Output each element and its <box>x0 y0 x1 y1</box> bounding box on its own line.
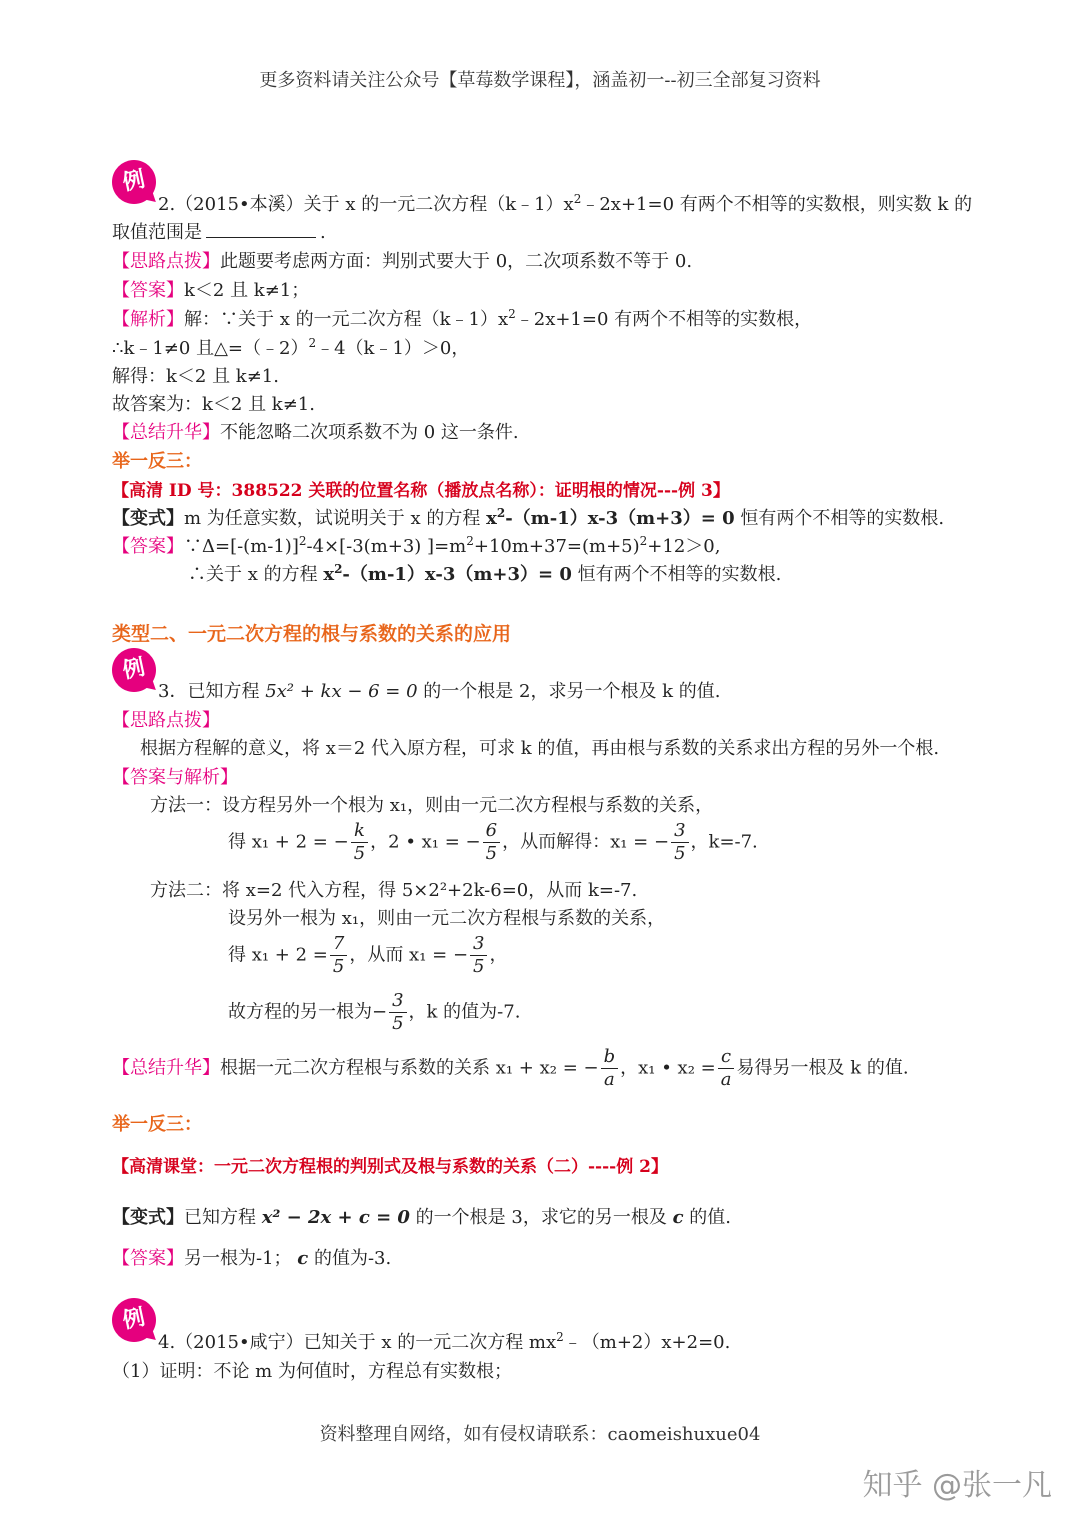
ex3-q-text-a: 3．已知方程 <box>158 681 260 702</box>
ex2-q-sup: 2 <box>573 192 582 206</box>
answer-tag: 【答案】 <box>112 536 184 557</box>
ex2-analysis <box>112 305 812 331</box>
answer-part-c: +10m+37=(m+5) <box>473 536 640 557</box>
ex3-method2: 方法二：将 x=2 代入方程，得 5×2²+2k-6=0，从而 k=-7. <box>150 880 638 901</box>
answer2-eq-sup: 2 <box>334 562 343 576</box>
fraction <box>601 1046 619 1091</box>
answer-text-a: 另一根为-1； <box>184 1248 292 1269</box>
video-reference: 【高清 ID 号：388522 关联的位置名称（播放点名称）：证明根的情况---例 3】 <box>112 481 730 501</box>
fraction-numerator: c <box>718 1046 735 1069</box>
ex3-equation: 5x² + kx − 6 = 0 <box>265 681 418 702</box>
m2-eq-c: ， <box>489 944 508 966</box>
summary-text-b: ，x₁ • x₂ = <box>620 1057 716 1079</box>
ex3-method1: 方法一：设方程另外一个根为 x₁，则由一元二次方程根与系数的关系， <box>150 795 714 816</box>
variant-text-d: 的值. <box>683 1207 731 1228</box>
answer-part-d: +12＞0, <box>647 536 721 557</box>
variant-text-a: 已知方程 <box>184 1207 262 1228</box>
practice-title: 举一反三： <box>112 1114 202 1135</box>
example-badge-icon: 例 <box>108 644 160 696</box>
summary-text: 不能忽略二次项系数不为 0 这一条件. <box>220 422 519 443</box>
fraction-denominator: 5 <box>353 843 366 864</box>
m2-eq-a: 得 x₁ + 2 = <box>228 944 328 966</box>
summary-text-c: 易得另一根及 k 的值. <box>736 1057 909 1079</box>
m1-eq-b: ，2 • x₁ = − <box>370 831 481 853</box>
answer-tag: 【答案】 <box>112 280 184 301</box>
ex2-question-line2 <box>112 218 326 244</box>
ex3-method2-equation <box>228 933 507 978</box>
answer2-text-d: 恒有两个不相等的实数根. <box>571 564 782 585</box>
ex2-q-text-a: 2.（2015•本溪）关于 x 的一元二次方程（k﹣1）x <box>158 194 574 215</box>
summary-text-a: 根据一元二次方程根与系数的关系 x₁ + x₂ = − <box>220 1057 599 1079</box>
page-footer: 资料整理自网络，如有侵权请联系：caomeishuxue04 <box>319 1424 761 1445</box>
fraction-denominator: 5 <box>473 956 485 977</box>
page-header: 更多资料请关注公众号【草莓数学课程】，涵盖初一--初三全部复习资料 <box>259 70 821 91</box>
variant-question <box>112 504 944 530</box>
ex2-question <box>158 190 972 216</box>
section-heading: 类型二、一元二次方程的根与系数的关系的应用 <box>112 623 512 645</box>
fraction-numerator: b <box>601 1046 619 1069</box>
variant-text-a: m 为任意实数，试说明关于 x 的方程 <box>184 508 487 529</box>
fraction <box>330 933 347 978</box>
m2-res-b: ，k 的值为-7. <box>408 1001 521 1023</box>
answer-part-a: ∵Δ=[-(m-1)] <box>184 536 299 557</box>
variant-tag: 【变式】 <box>112 508 184 529</box>
variant-eq-sup: 2 <box>496 506 506 520</box>
ex3-method1-equation <box>228 820 758 865</box>
variant-answer <box>112 532 720 558</box>
answer-text-b: 的值为-3. <box>308 1248 392 1269</box>
analysis-sup: 2 <box>508 307 516 321</box>
analysis-tag: 【解析】 <box>112 309 184 330</box>
variant-answer <box>112 1244 391 1270</box>
ex3-question <box>158 677 721 703</box>
step1-sup: 2 <box>308 336 317 350</box>
example-badge-icon: 例 <box>108 1294 160 1346</box>
answer-sup3: 2 <box>639 534 648 548</box>
answer-sup2: 2 <box>466 534 474 548</box>
step1-text-a: ∴k﹣1≠0 且△=（﹣2） <box>112 338 309 359</box>
ex3-q-text-b: 的一个根是 2，求另一个根及 k 的值. <box>423 681 721 702</box>
analysis-text-a: 解：∵关于 x 的一元二次方程（k﹣1）x <box>184 309 509 330</box>
fraction <box>470 933 487 978</box>
variant-eq-x: x <box>486 508 497 529</box>
fraction-numerator: k <box>351 820 368 843</box>
fraction-numerator: 7 <box>330 933 347 956</box>
fraction <box>389 990 406 1035</box>
fraction-denominator: 5 <box>485 843 498 864</box>
m2-eq-b: ，从而 x₁ = − <box>349 944 469 966</box>
zhihu-watermark: 知乎 @张一凡 <box>862 1468 1052 1503</box>
ex2-step3: 故答案为：k＜2 且 k≠1. <box>112 394 315 415</box>
answer2-eq-rest: -（m-1）x-3（m+3）= 0 <box>342 564 572 585</box>
m2-res-a: 故方程的另一根为− <box>228 1001 388 1023</box>
ex3-hint-tag: 【思路点拨】 <box>112 710 220 731</box>
fraction <box>718 1046 735 1091</box>
ex3-method2-line2: 设另外一根为 x₁，则由一元二次方程根与系数的关系， <box>228 908 666 929</box>
answer-blank <box>206 221 316 238</box>
ex4-question <box>158 1328 730 1354</box>
step1-text-b: ﹣4（k﹣1）＞0， <box>316 338 470 359</box>
answer2-text-a: ∴关于 x 的方程 <box>188 564 324 585</box>
variant-answer-line2 <box>188 560 781 586</box>
answer-sup1: 2 <box>298 534 307 548</box>
answer-text: k＜2 且 k≠1； <box>184 280 310 301</box>
practice-title: 举一反三： <box>112 451 202 472</box>
ex2-step2: 解得：k＜2 且 k≠1. <box>112 366 279 387</box>
ex2-step1 <box>112 334 469 360</box>
variant-question <box>112 1203 731 1229</box>
ex4-part1: （1）证明：不论 m 为何值时，方程总有实数根； <box>112 1361 512 1382</box>
ex2-q-line2-text: 取值范围是 <box>112 222 202 243</box>
fraction-denominator: 5 <box>674 843 686 864</box>
m1-eq-d: ，k=-7. <box>690 831 758 853</box>
fraction-numerator: 3 <box>470 933 487 956</box>
ex4-q-text-a: 4.（2015•咸宁）已知关于 x 的一元二次方程 mx <box>158 1332 557 1353</box>
fraction-denominator: a <box>603 1069 615 1090</box>
ex3-hint: 根据方程解的意义，将 x＝2 代入原方程，可求 k 的值，再由根与系数的关系求出方程的另外一个根. <box>140 738 940 759</box>
answer-tag: 【答案】 <box>112 1248 184 1269</box>
ex4-q-text-b: ﹣（m+2）x+2=0. <box>563 1332 731 1353</box>
ex2-summary <box>112 418 519 444</box>
fraction-numerator: 3 <box>389 990 406 1013</box>
fraction-numerator: 3 <box>671 820 688 843</box>
ex2-q-line2-end: . <box>320 222 326 243</box>
variant-tag: 【变式】 <box>112 1207 184 1228</box>
ex4-q-sup: 2 <box>556 1330 564 1344</box>
ex3-summary <box>112 1046 909 1091</box>
variant-var-c: c <box>672 1207 684 1228</box>
ex3-answer-tag: 【答案与解析】 <box>112 767 238 788</box>
ex2-answer <box>112 276 309 302</box>
summary-tag: 【总结升华】 <box>112 1057 220 1079</box>
fraction <box>483 820 500 865</box>
m1-eq-c: ，从而解得：x₁ = − <box>502 831 670 853</box>
answer-var-c: c <box>297 1248 309 1269</box>
fraction <box>671 820 688 865</box>
answer2-eq-x: x <box>323 564 335 585</box>
m1-eq-a: 得 x₁ + 2 = − <box>228 831 349 853</box>
hint-text: 此题要考虑两方面：判别式要大于 0，二次项系数不等于 0. <box>220 251 693 272</box>
fraction-denominator: 5 <box>392 1013 404 1034</box>
fraction <box>351 820 368 865</box>
variant-equation: x² − 2x + c = 0 <box>261 1207 410 1228</box>
ex3-method2-result <box>228 990 520 1035</box>
hint-tag: 【思路点拨】 <box>112 251 220 272</box>
analysis-text-b: ﹣2x+1=0 有两个不相等的实数根， <box>515 309 813 330</box>
video-reference: 【高清课堂：一元二次方程根的判别式及根与系数的关系（二）----例 2】 <box>112 1157 668 1177</box>
fraction-denominator: a <box>720 1069 732 1090</box>
summary-tag: 【总结升华】 <box>112 422 220 443</box>
fraction-denominator: 5 <box>332 956 345 977</box>
variant-text-b: 的一个根是 3，求它的另一根及 <box>409 1207 673 1228</box>
example-badge-icon: 例 <box>108 156 160 208</box>
variant-eq-rest: -（m-1）x-3（m+3）= 0 <box>505 508 735 529</box>
answer-part-b: -4×[-3(m+3) ]=m <box>306 536 467 557</box>
ex2-hint <box>112 247 692 273</box>
fraction-numerator: 6 <box>483 820 500 843</box>
ex2-q-text-b: ﹣2x+1=0 有两个不相等的实数根，则实数 k 的 <box>581 194 973 215</box>
variant-text-d: 恒有两个不相等的实数根. <box>734 508 945 529</box>
